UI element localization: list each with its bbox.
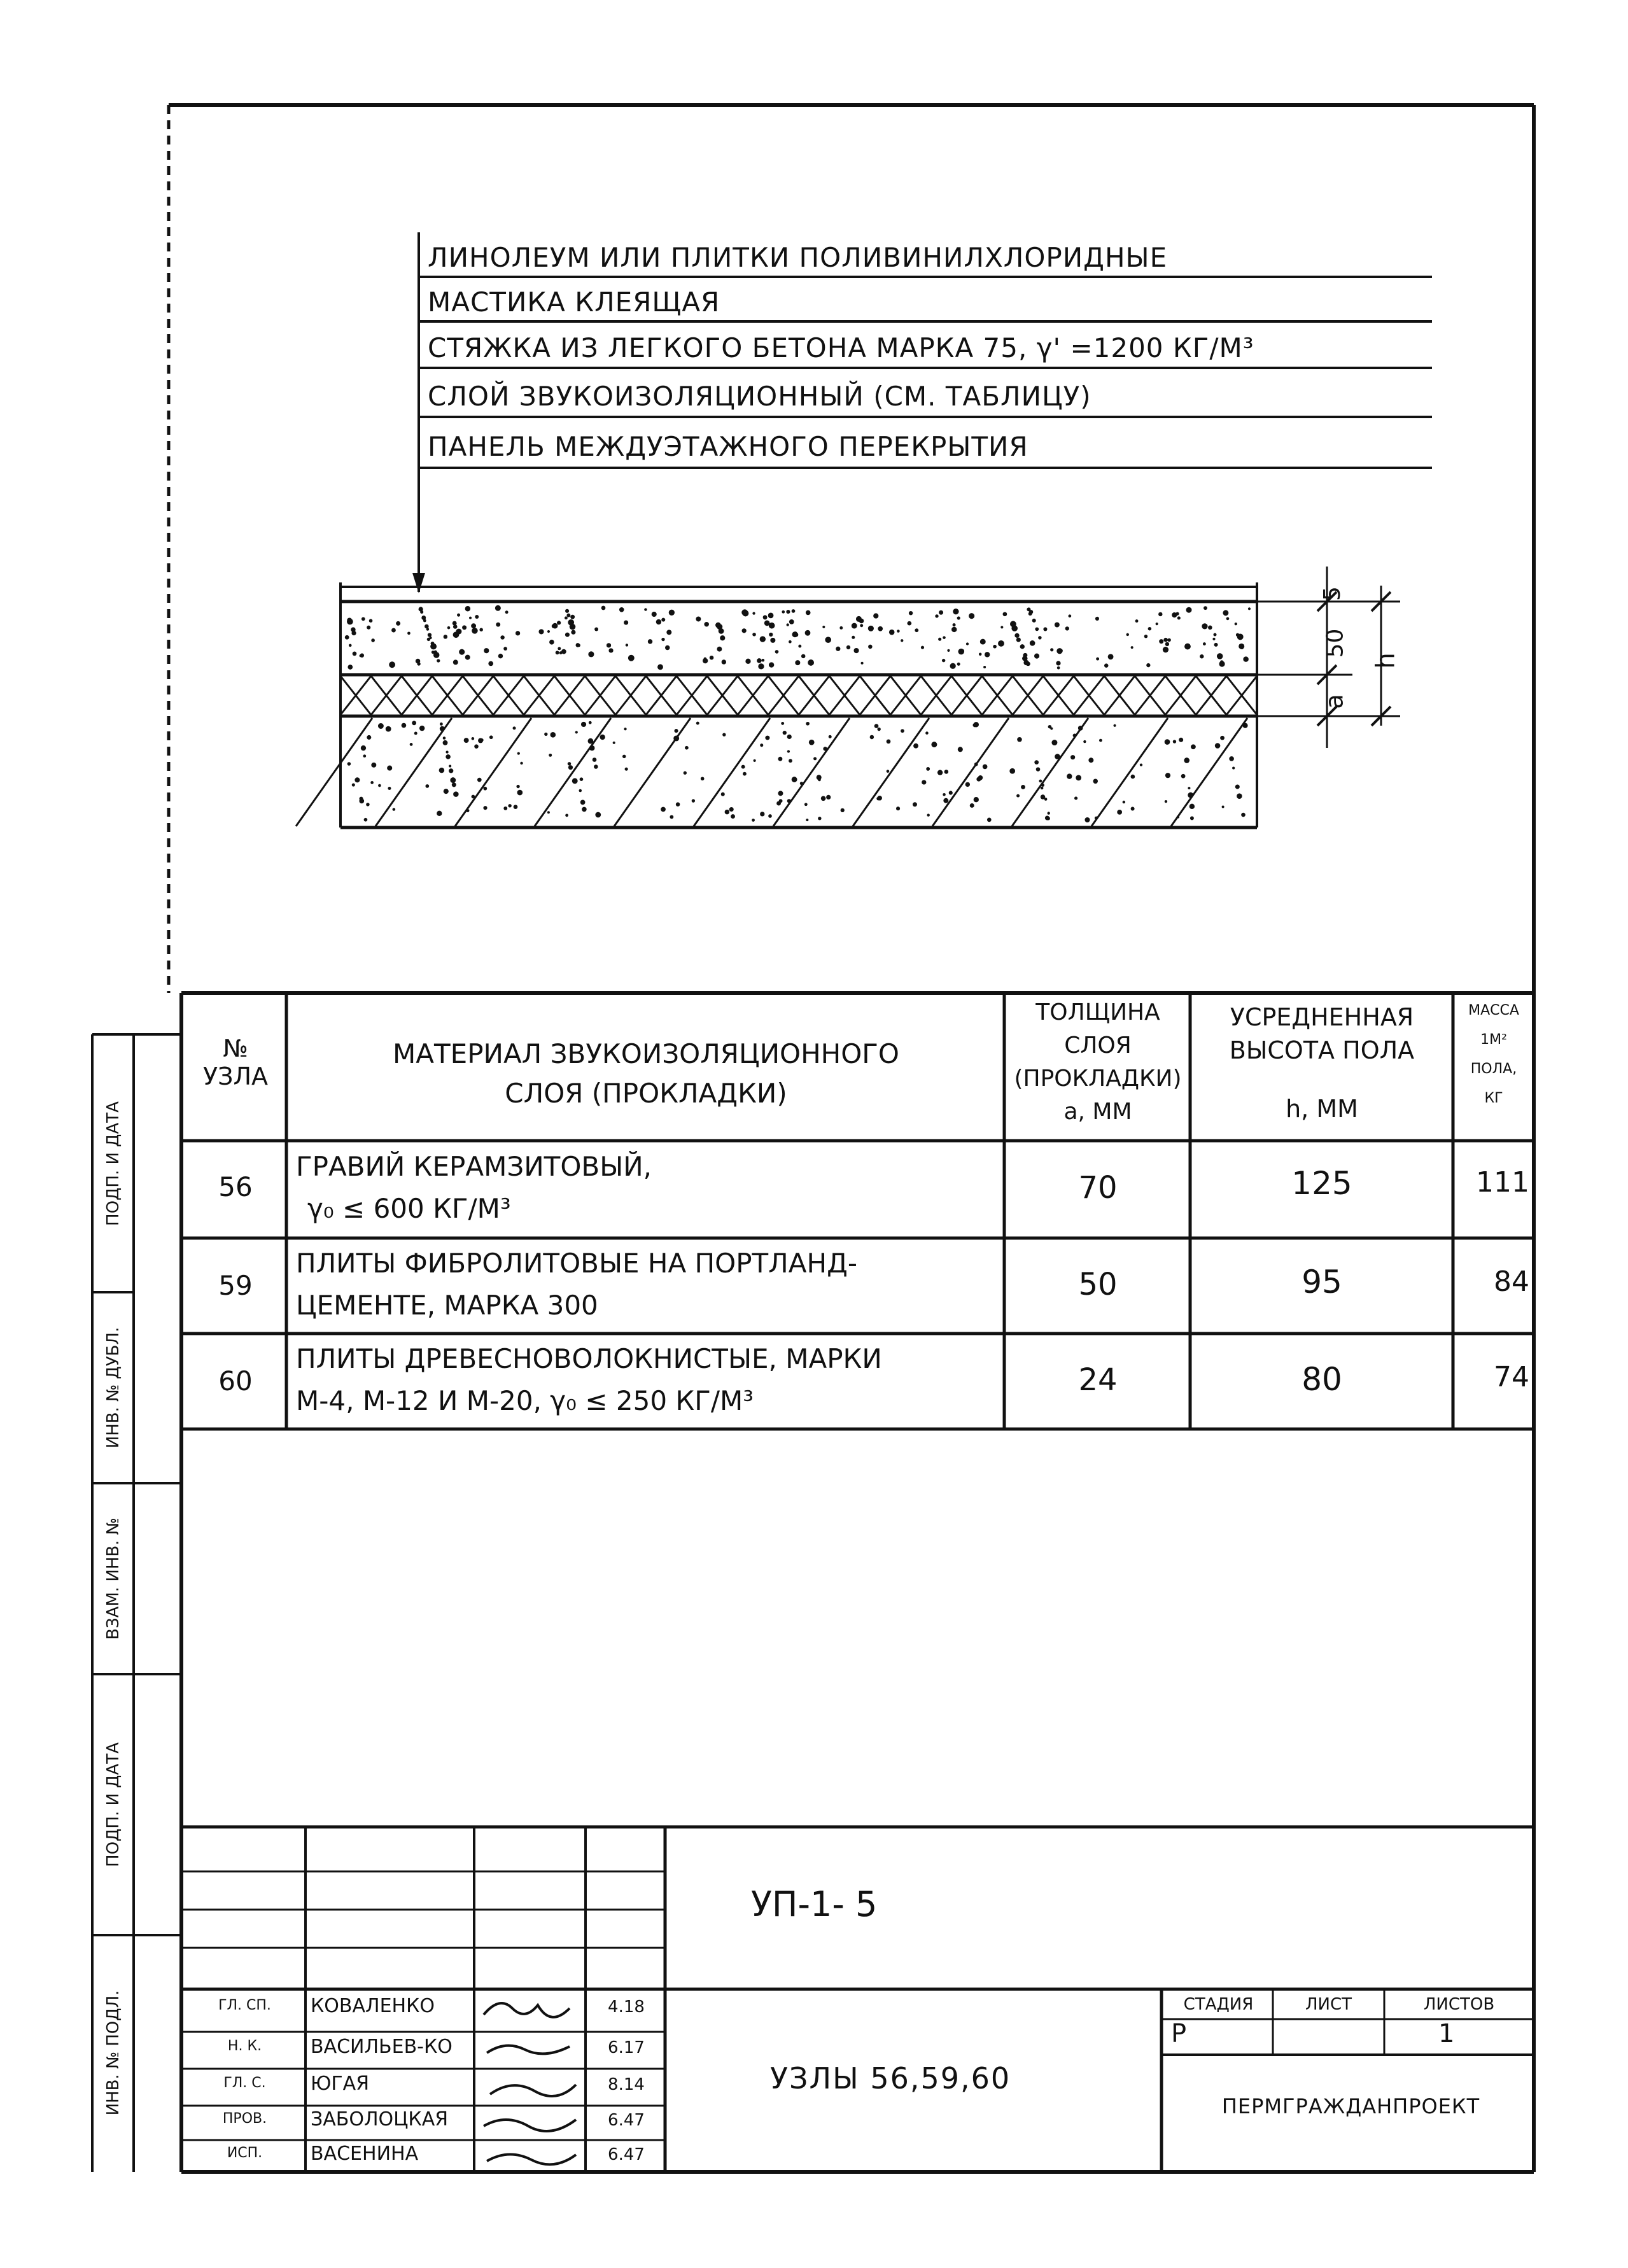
- person-name: ВАСЕНИНА: [311, 2143, 419, 2165]
- person-date: 8.14: [608, 2075, 645, 2094]
- layer-label-1: ЛИНОЛЕУМ ИЛИ ПЛИТКИ ПОЛИВИНИЛХЛОРИДНЫЕ: [428, 242, 1168, 273]
- stamp-stage-label: СТАДИЯ: [1183, 1995, 1254, 2014]
- layer-label-5: ПАНЕЛЬ МЕЖДУЭТАЖНОГО ПЕРЕКРЫТИЯ: [428, 431, 1028, 462]
- side-vzam: ВЗАМ. ИНВ. №: [104, 1518, 123, 1640]
- stamp-sheets: 1: [1438, 2019, 1455, 2048]
- dim-h-label: h: [1371, 652, 1401, 669]
- stamp-stage: Р: [1171, 2019, 1187, 2048]
- layer-label-3: СТЯЖКА ИЗ ЛЕГКОГО БЕТОНА МАРКА 75, γ' =1200 КГ/М³: [428, 332, 1254, 363]
- stamp-org: ПЕРМГРАЖДАНПРОЕКТ: [1221, 2094, 1480, 2118]
- header-material: МАТЕРИАЛ ЗВУКОИЗОЛЯЦИОННОГО СЛОЯ (ПРОКЛАДКИ): [393, 1038, 899, 1109]
- row-height: 80: [1302, 1361, 1342, 1398]
- side-sign-date-2: ПОДП. И ДАТА: [104, 1101, 123, 1226]
- row-height: 95: [1302, 1264, 1342, 1300]
- side-inv-dubl: ИНВ. № ДУБЛ.: [104, 1327, 123, 1449]
- person-date: 6.17: [608, 2038, 645, 2057]
- row-thickness: 70: [1078, 1170, 1118, 1206]
- header-thickness: ТОЛЩИНА СЛОЯ (ПРОКЛАДКИ) a, ММ: [1014, 999, 1182, 1125]
- stamp-code: УП-1- 5: [751, 1884, 878, 1924]
- layer-label-4: СЛОЙ ЗВУКОИЗОЛЯЦИОННЫЙ (СМ. ТАБЛИЦУ): [428, 381, 1091, 412]
- layer-label-2: МАСТИКА КЛЕЯЩАЯ: [428, 286, 720, 318]
- side-sign-date-1: ПОДП. И ДАТА: [104, 1742, 123, 1867]
- row-mass: 84: [1494, 1265, 1529, 1298]
- row-mass: 111: [1476, 1166, 1529, 1199]
- person-name: ЮГАЯ: [311, 2073, 370, 2095]
- header-height: УСРЕДНЕННАЯ ВЫСОТА ПОЛА h, ММ: [1229, 1003, 1415, 1123]
- person-date: 6.47: [608, 2145, 645, 2164]
- person-date: 6.47: [608, 2111, 645, 2130]
- stamp-title: УЗЛЫ 56,59,60: [770, 2061, 1011, 2095]
- floor-section: [296, 582, 1257, 828]
- person-role: Н. К.: [227, 2038, 262, 2054]
- stamp-sheets-label: ЛИСТОВ: [1423, 1995, 1495, 2014]
- row-no: 56: [218, 1171, 253, 1202]
- dim-s-label: 5: [1319, 586, 1345, 601]
- dim-50-label: 50: [1322, 628, 1349, 658]
- row-thickness: 50: [1078, 1267, 1118, 1302]
- person-name: ЗАБОЛОЦКАЯ: [311, 2108, 449, 2131]
- row-material: ГРАВИЙ КЕРАМЗИТОВЫЙ, γ₀ ≤ 600 КГ/М³: [296, 1151, 652, 1224]
- person-role: ПРОВ.: [222, 2111, 267, 2127]
- stamp-sheet-label: ЛИСТ: [1305, 1995, 1352, 2014]
- person-role: ГЛ. С.: [223, 2075, 266, 2091]
- header-mass: МАССА 1М² ПОЛА, КГ: [1468, 1003, 1519, 1106]
- signature-marks: [474, 1989, 586, 2172]
- person-role: ИСП.: [227, 2145, 263, 2161]
- person-role: ГЛ. СП.: [218, 1997, 271, 2013]
- row-mass: 74: [1494, 1361, 1529, 1393]
- row-material: ПЛИТЫ ФИБРОЛИТОВЫЕ НА ПОРТЛАНД- ЦЕМЕНТЕ, МАРКА 300: [296, 1248, 858, 1321]
- person-name: КОВАЛЕНКО: [311, 1995, 435, 2017]
- row-no: 59: [218, 1270, 253, 1301]
- row-height: 125: [1291, 1165, 1352, 1202]
- person-name: ВАСИЛЬЕВ-КО: [311, 2036, 453, 2058]
- row-material: ПЛИТЫ ДРЕВЕСНОВОЛОКНИСТЫЕ, МАРКИ М-4, М-12 И М-20, γ₀ ≤ 250 КГ/М³: [296, 1343, 882, 1416]
- row-thickness: 24: [1078, 1362, 1118, 1398]
- row-no: 60: [218, 1365, 253, 1397]
- header-no: № УЗЛА: [202, 1034, 269, 1090]
- side-inv-orig: ИНВ. № ПОДЛ.: [104, 1990, 123, 2116]
- dim-a-label: a: [1320, 694, 1349, 709]
- person-date: 4.18: [608, 1997, 645, 2017]
